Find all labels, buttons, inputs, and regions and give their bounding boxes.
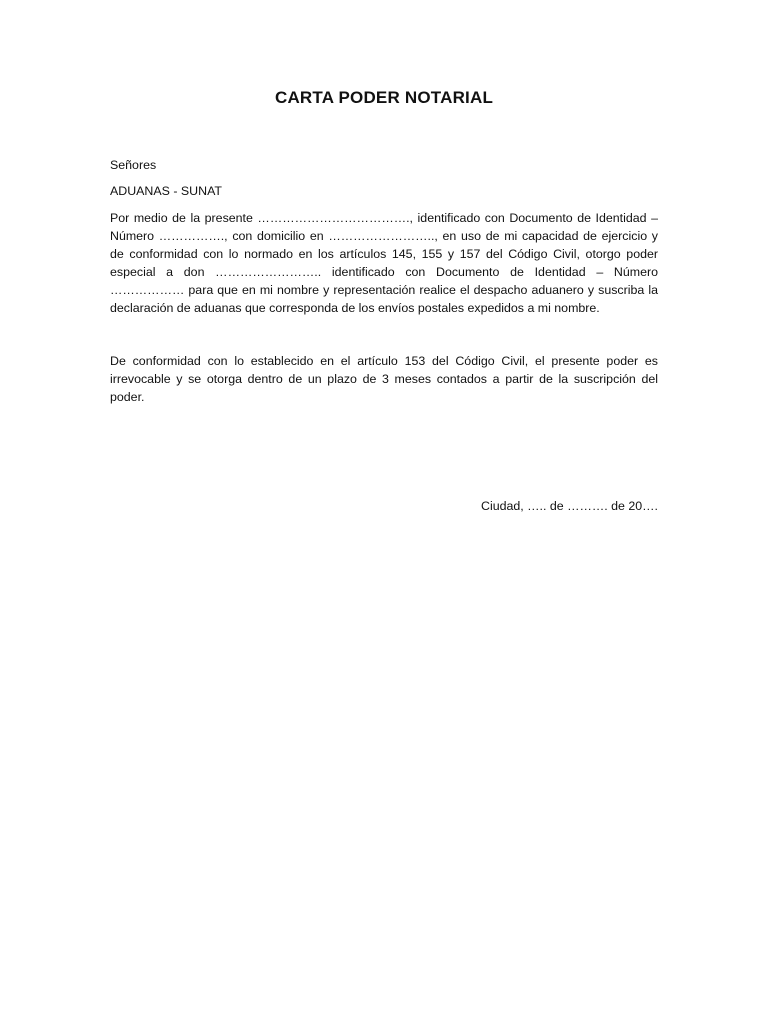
salutation: Señores <box>110 158 157 172</box>
place-date-line: Ciudad, ….. de ………. de 20…. <box>481 499 658 513</box>
recipient: ADUANAS - SUNAT <box>110 184 222 198</box>
body-paragraph-1: Por medio de la presente ………………………………., identificado con Documento de Identidad – Número ……………., con domicilio en …………………….., en uso de mi capacidad de ejercicio y de conformidad con lo normado en los artículos 145, 155 y 157 del Código Civil, otorgo poder especial a don …………………….. identificado con Documento de Identidad – Número ……………… para que en mi nombre y representación realice el despacho aduanero y suscriba la declaración de aduanas que corresponda de los envíos postales expedidos a mi nombre. <box>110 211 658 315</box>
body-paragraph-2: De conformidad con lo establecido en el artículo 153 del Código Civil, el presente poder es irrevocable y se otorga dentro de un plazo de 3 meses contados a partir de la suscripción del poder. <box>110 354 658 404</box>
document-title: CARTA PODER NOTARIAL <box>274 88 494 107</box>
